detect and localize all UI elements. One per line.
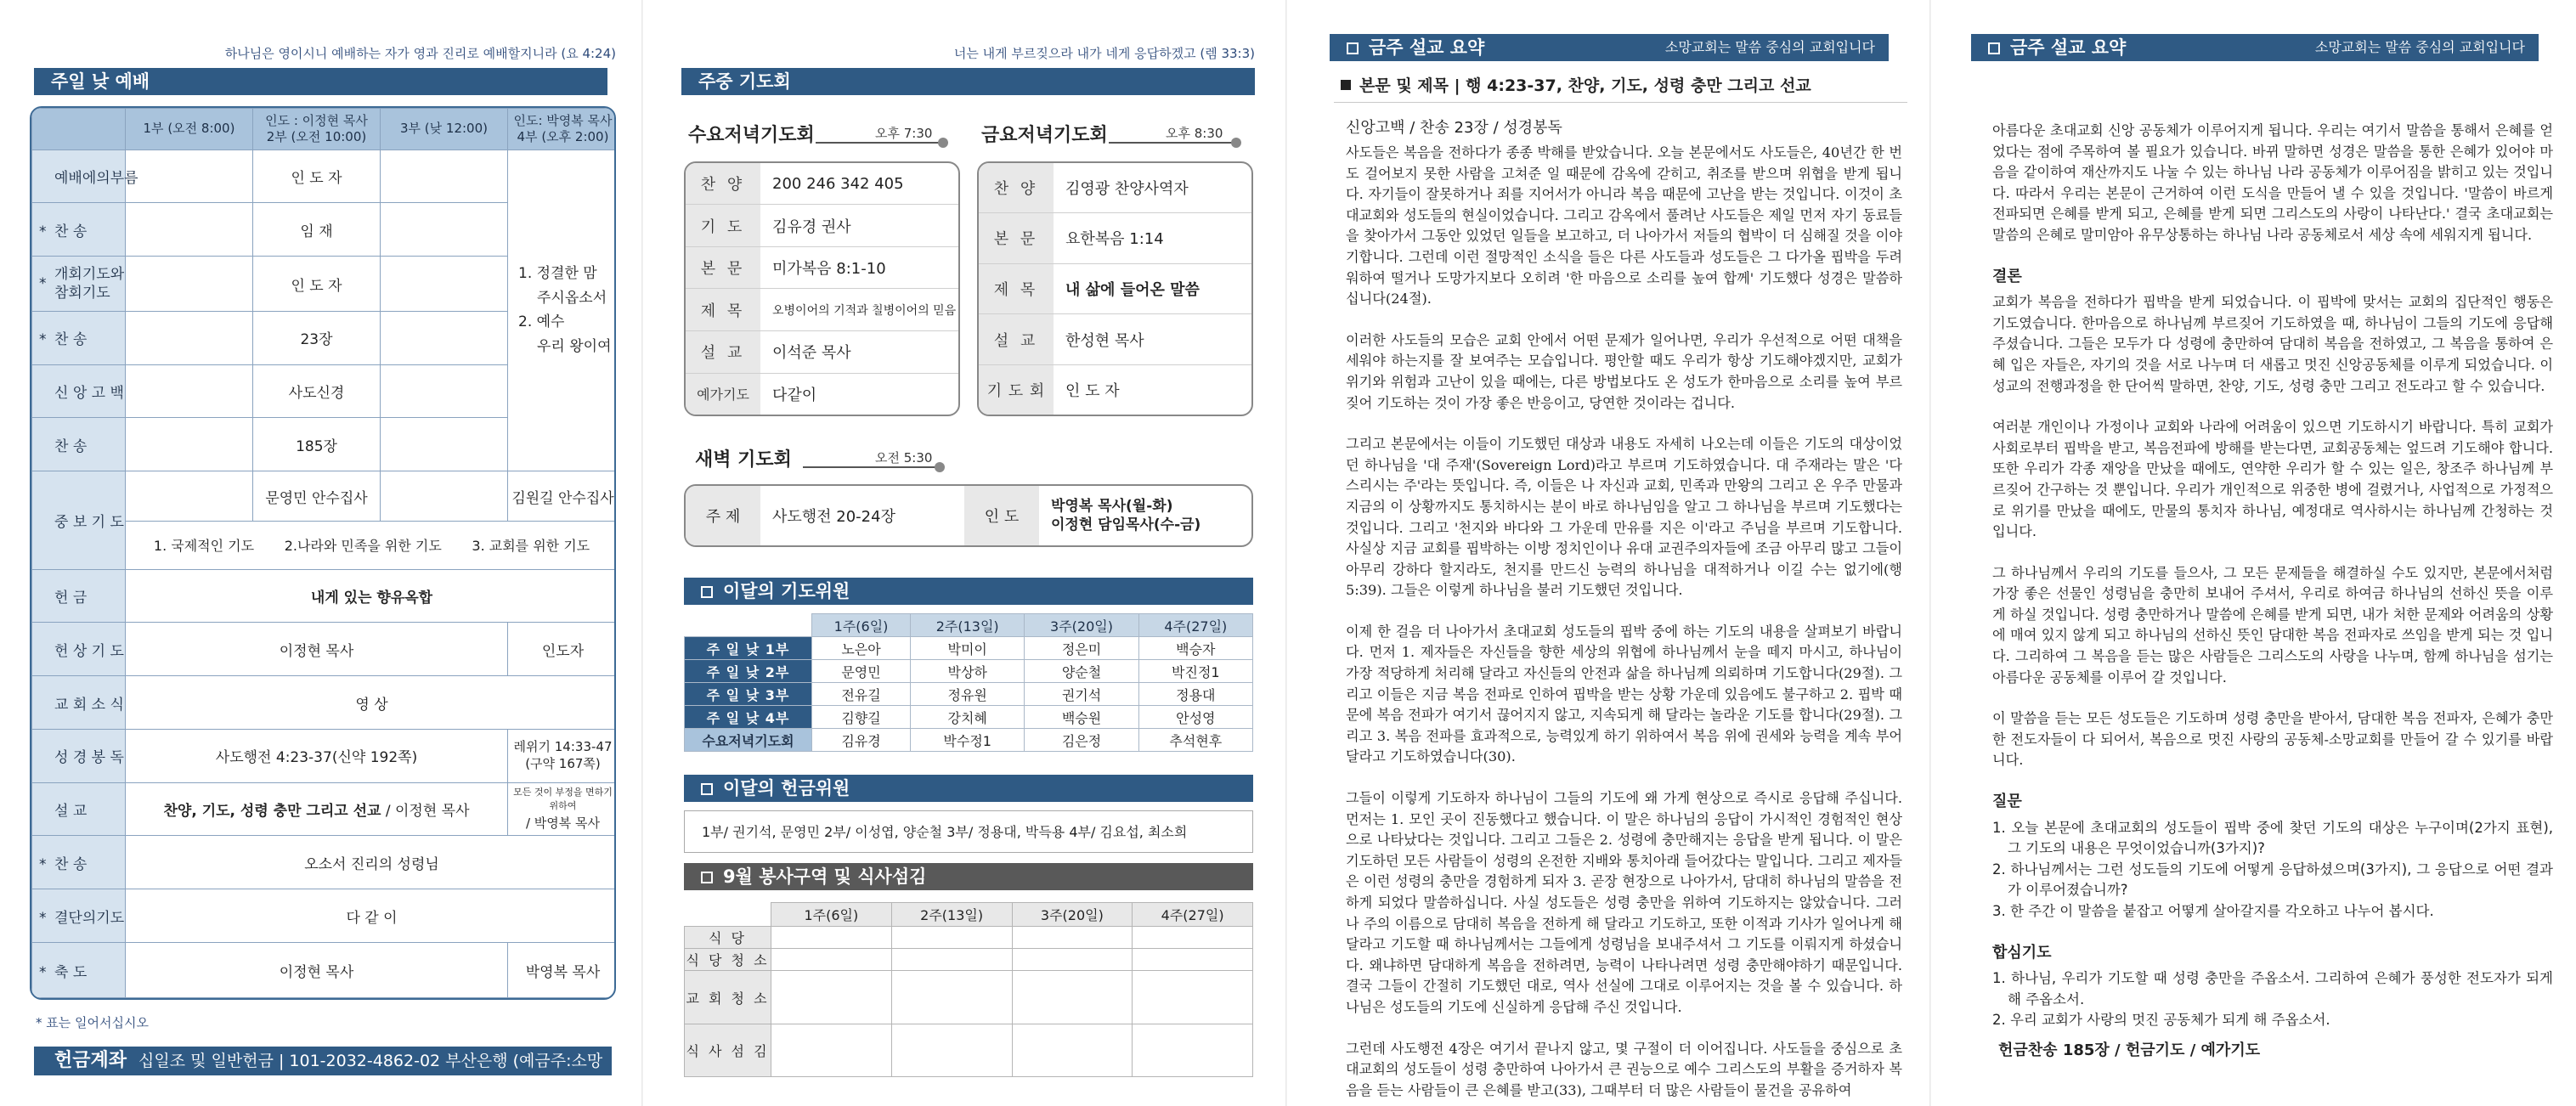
row-label-hymn-1: * 찬 송 <box>32 203 126 257</box>
dawn-title-line <box>803 466 939 468</box>
cell-hymn-2: 23장 <box>253 311 381 364</box>
cell-opening-prayer: 인 도 자 <box>253 257 381 312</box>
cell-intercession-left: 문영민 안수집사 <box>253 471 381 522</box>
panel-worship-order <box>0 0 643 1106</box>
order-line: 신앙고백 / 찬송 23장 / 성경봉독 <box>1346 119 1562 137</box>
prayer-list <box>1992 968 2553 1031</box>
table-row: 식 당 <box>685 927 1253 949</box>
section-title-weekly-prayer: 주중 기도회 <box>681 68 1255 95</box>
conclusion-paragraph: 이 말씀을 듣는 모든 성도들은 기도하며 성령 충만을 받아서, 담대한 복음 전파자, 은혜가 충만한 전도자들이 다 되어서, 복음으로 멋진 사랑의 공동체-소망교회를 만들어 갈 수 있기를 바랍니다. <box>1992 710 2553 769</box>
row-label-call: 예배에의부름 <box>32 150 126 203</box>
fri-key-meeting: 기 도 회 <box>979 364 1054 415</box>
sermon-paragraph: 그런데 사도행전 4장은 여기서 끝나지 않고, 몇 구절이 더 이어집니다. 사도들을 중심으로 초대교회의 성도들이 성령 충만하여 나아가서 큰 권능으로 예수 그리스도의 부활을 증거하자 복음을 듣는 사람들이 큰 은혜를 받고(33), 그때부터 더 많은 사람들이 물건을 공유하여 <box>1346 1040 1902 1098</box>
standing-note: * 표는 일어서십시오 <box>36 1015 149 1030</box>
wed-val-closing: 다같이 <box>772 386 817 404</box>
prayer-title: 합심기도 <box>1992 943 2052 962</box>
committee-col-4: 4주(27일) <box>1138 614 1252 637</box>
divider <box>1334 102 1907 103</box>
service-col-2: 2주(13일) <box>891 903 1012 927</box>
table-row: 식 당 청 소 <box>685 949 1253 971</box>
cell-resolution: 다 같 이 <box>126 889 617 943</box>
header-service-2: 인도 : 이정현 목사 2부 (오전 10:00) <box>253 109 381 150</box>
wednesday-prayer-time: 오후 7:30 <box>875 126 933 141</box>
committee-col-3: 3주(20일) <box>1025 614 1138 637</box>
list-item: 2. 우리 교회가 사랑의 멋진 공동체가 되게 해 주옵소서. <box>1992 1012 2330 1029</box>
header-service-1: 1부 (오전 8:00) <box>126 109 253 150</box>
cell-news: 영 상 <box>126 676 617 730</box>
fri-val-text: 요한복음 1:14 <box>1054 213 1251 264</box>
header-blank <box>32 109 126 150</box>
wednesday-prayer-title: 수요저녁기도회 <box>688 125 815 146</box>
row-label-hymn-4: * 찬 송 <box>32 836 126 889</box>
wednesday-title-line <box>816 142 943 144</box>
cell-creed: 사도신경 <box>253 364 381 418</box>
header-service-4: 인도: 박영복 목사 4부 (오후 2:00) <box>508 109 617 150</box>
sermon-paragraph: 이러한 사도들의 모습은 교회 안에서 어떤 문제가 일어나면, 우리가 우선적으로 어떤 대책을 세워야 하는지를 잘 보여주는 모습입니다. 평안할 때도 우리가 항상 기도해야겠지만, 교회가 위기와 위험과 고난이 있을 때에는, 다른 방법보다도 온 성도가 한마음으로 소리를 높여 부르짖어 기도하는 것이 가장 좋은 반응이고, 당연한 것이라는 겁니다. <box>1346 331 1902 411</box>
fri-key-praise: 찬 양 <box>979 163 1054 213</box>
row-label-hymn-2: * 찬 송 <box>32 311 126 364</box>
row-label-opening-prayer: *개회기도와 참회기도 <box>32 257 126 312</box>
dawn-val-topic: 사도행전 20-24장 <box>772 508 895 526</box>
fri-val-meeting: 인 도 자 <box>1065 381 1120 400</box>
dawn-prayer-title: 새벽 기도회 <box>695 449 792 471</box>
table-row: 주 일 낮 2부 문영민 박상하 양순철 박진정1 <box>685 660 1253 683</box>
cell-benediction-4: 박영복 목사 <box>508 943 617 998</box>
row-label-offering-prayer: 헌 상 기 도 <box>32 623 126 676</box>
row-label-resolution: * 결단의기도 <box>32 889 126 943</box>
section-title-service-area: 9월 봉사구역 및 식사섬김 <box>684 863 1253 890</box>
friday-prayer-time: 오후 8:30 <box>1166 126 1223 141</box>
table-row: 주 일 낮 4부 김향길 강치혜 백승원 안성영 <box>685 706 1253 729</box>
table-row: 교 회 청 소 <box>685 971 1253 1024</box>
conclusion-paragraph: 교회가 복음을 전하다가 핍박을 받게 되었습니다. 이 핍박에 맞서는 교회의 집단적인 행동은 기도였습니다. 한마음으로 하나님께 부르짖어 기도하였을 때, 하나님이 그들의 기도에 응답해 주셨습니다. 그들은 모두가 다 성령에 충만하여 담대히 복음을 전하였고, 그 복음을 통하여 은혜 입은 자들은, 자기의 것을 서로 나누며 더 새롭고 멋진 신앙공동체를 이루게 되었습니다. 이 성교의 전행과정을 한 단어씩 말하면, 찬양, 기도, 성령 충만 그리고 전도라고 할 수 있습니다. <box>1992 294 2553 394</box>
wed-val-text: 미가복음 8:1-10 <box>760 246 958 289</box>
dawn-key-leader: 인 도 <box>964 486 1039 545</box>
cell-sermon-4: 모든 것이 부정을 면하기 위하여 / 박영복 목사 <box>508 782 617 836</box>
dawn-prayer-box <box>684 484 1253 547</box>
wed-key-closing: 예가기도 <box>686 373 760 415</box>
offering-account-banner: 헌금계좌 십일조 및 일반헌금 | 101-2032-4862-02 부산은행 (예금주:소망교회) <box>34 1047 612 1075</box>
worship-order-table <box>30 106 616 1000</box>
sermon-paragraph: 그리고 본문에서는 이들이 기도했던 대상과 내용도 자세히 나오는데 이들은 기도의 대상이었던 하나님을 '대 주재'(Sovereign Lord)라고 부르며 기도하였습니다. 대 주재라는 말은 '다스리시는 주'라는 뜻입니다. 즉, 이들은 나 자신과 교회, 민족과 만왕의 그리고 온 우주 만물과 지금의 이 상황까지도 통치하시는 분이 바로 하나님임을 알고 그 하나님을 부르며 기도했다는 것입니다. 그리고 '천지와 바다와 그 가운데 만유를 지은 이'라고 주님을 부르며 기도합니다. 사실상 지금 교회를 핍박하는 이방 정치인이나 유대 교권주의자들에 조금 아무리 많고 그들이 아무리 강하다 할지라도, 천지를 만드신 능력의 하나님을 대적하거나 이길 수는 없기에(행 5:39). 그들은 이렇게 하나님을 불러 기도했던 것입니다. <box>1346 436 1902 599</box>
service-col-1: 1주(6일) <box>771 903 892 927</box>
friday-title-dot <box>1231 138 1241 148</box>
table-row: 수요저녁기도회 김유경 박수정1 김은정 추석현후 <box>685 729 1253 752</box>
conclusion-paragraph: 그 하나님께서 우리의 기도를 들으사, 그 모든 문제들을 해결하실 수도 있지만, 본문에서처럼 가장 좋은 선물인 성령님을 충만히 보내어 주셔서, 우리로 하여금 하나님의 선하신 뜻을 이루게 하실 것입니다. 성령 충만하거나 말씀에 은혜를 받게 되면, 내가 처한 문제와 어려움의 상황에 매여 있지 않게 되고 하나님의 선하신 뜻인 담대한 복음 전파자로 쓰임을 받게 되는 것 입니다. 그리하여 그 복음을 듣는 많은 사람들은 그리스도의 사랑을 나누며, 함께 하나님을 섬기는 아름다운 공동체를 이루어 갈 것입니다. <box>1992 564 2553 686</box>
questions-title: 질문 <box>1992 793 2022 811</box>
sermon-text-column-1 <box>1346 143 1902 1106</box>
sermon-paragraph: 사도들은 복음을 전하다가 종종 박해를 받았습니다. 오늘 본문에서도 사도들은, 40년간 한 번도 걸어보지 못한 사람을 고쳐준 일 때문에 감옥에 갇히고, 취조를 받으며 위협을 받게 됩니다. 자기들이 잘못하거나 죄를 지어서가 아니라 복음 때문에 고난을 받는 것입니다. 이것이 초대교회와 성도들의 현실이었습니다. 그리고 감옥에서 풀려난 사도들은 제일 먼저 자기 동료들을 찾아가서 그동안 있었던 일들을 보고하고, 더 나아가서 저들의 협박이 더 심해질 것을 이야기합니다. 그런데 이런 절망적인 소식을 들은 다른 사도들과 성도들은 그 다가올 핍박을 두려워하여 떨거나 도망가지보다 오히려 '한 마음으로 소리를 높여 합께' 기도했다 성경은 말씀하십니다(24절). <box>1346 144 1902 308</box>
table-row: 식 사 섬 김 <box>685 1024 1253 1076</box>
section-title-sunday-worship: 주일 낮 예배 <box>34 68 607 95</box>
table-row: 주 일 낮 3부 전유길 정유원 권기석 정용대 <box>685 683 1253 706</box>
wed-val-title: 오병이어의 기적과 칠병이어의 믿음 <box>760 289 958 331</box>
cell-hymn-1: 임 재 <box>253 203 381 257</box>
section-title-sermon-summary: 금주 설교 요약 소망교회는 말씀 중심의 교회입니다 <box>1330 34 1889 61</box>
fri-val-title: 내 삶에 들어온 말씀 <box>1054 263 1251 314</box>
wed-key-praise: 찬 양 <box>686 163 760 205</box>
friday-prayer-title: 금요저녁기도회 <box>981 125 1108 146</box>
sermon-paragraph: 이제 한 걸음 더 나아가서 초대교회 성도들의 핍박 중에 하는 기도의 내용을 살펴보기 바랍니다. 먼저 1. 제자들은 자신들을 향한 세상의 위협에 하나님께서 눈을 떼지 마시고, 하나님이 가장 적당하게 처리해 달라고 자신들의 안전과 삶을 하나님께 의뢰하며 기도합니다(29절). 그리고 이들은 지금 복음 전파로 인하여 핍박을 받는 상황 가운데 있음에도 불구하고 2. 핍박 때문에 복음 전파가 여기서 끊어지지 않고, 지속되게 해 달라는 놀라운 기도를 합니다(29절). 그리고 3. 복음 전파를 효과적으로, 능력있게 하기 위하여서 복음 위에 권세와 능력을 계속 부어 달라고 기도하였습니다(30). <box>1346 623 1902 765</box>
cell-hymn-4: 오소서 진리의 성령님 <box>126 836 617 889</box>
dawn-val-leader: 박영복 목사(월-화) 이정현 담임목사(수-금) <box>1051 497 1201 533</box>
row-label-benediction: * 축 도 <box>32 943 126 998</box>
wed-key-sermon: 설 교 <box>686 331 760 374</box>
row-label-hymn-3: 찬 송 <box>32 418 126 471</box>
cell-offering-prayer-4: 인도자 <box>508 623 617 676</box>
row-label-sermon: 설 교 <box>32 782 126 836</box>
row-label-news: 교 회 소 식 <box>32 676 126 730</box>
conclusion-paragraph: 여러분 개인이나 가정이나 교회와 나라에 어려움이 있으면 기도하시기 바랍니다. 특히 교회가 사회로부터 핍박을 받고, 복음전파에 방해를 받는다면, 교회공동체는 엎드려 기도해야 합니다. 또한 우리가 각종 재앙을 만났을 때에도, 연약한 우리가 할 수 있는 일은, 창조주 하나님께 부르짖어 간구하는 것 뿐입니다. 우리가 개인적으로 위중한 병에 걸렸거나, 사업적으로 가정적으로 위기를 만났을 때에도, 만물의 통치자 하나님, 예정대로 역사하시는 하나님께 간청하는 것입니다. <box>1992 419 2553 540</box>
wednesday-prayer-box <box>684 161 960 416</box>
section-title-sermon-summary-2: 금주 설교 요약 소망교회는 말씀 중심의 교회입니다 <box>1971 34 2539 61</box>
friday-prayer-box <box>977 161 1253 416</box>
cell-call: 인 도 자 <box>253 150 381 203</box>
side-hymn-order: 1. 정결한 맘 주시옵소서 2. 예수 우리 왕이여 <box>508 150 617 471</box>
cell-reading-4: 레위기 14:33-47 (구약 167쪽) <box>508 729 617 782</box>
wednesday-title-dot <box>938 138 948 148</box>
fri-val-sermon: 한성현 목사 <box>1054 314 1251 365</box>
committee-col-2: 2주(13일) <box>911 614 1025 637</box>
verse-john: 하나님은 영이시니 예배하는 자가 영과 진리로 예배할지니라 (요 4:24) <box>224 46 616 61</box>
closing-order-line: 헌금찬송 185장 / 헌금기도 / 예가기도 <box>1998 1041 2261 1059</box>
section-title-prayer-committee: 이달의 기도위원 <box>684 578 1253 605</box>
sermon-paragraph: 그들이 이렇게 기도하자 하나님이 그들의 기도에 왜 가게 현상으로 즉시로 응답해 주십니다. 먼저는 1. 모인 곳이 진동했다고 했습니다. 이 말은 하나님의 응답이 가시적인 경험적인 현상으로 나타났다는 것입니다. 그리고 그들은 2. 성령에 충만해지는 응답을 받게 됩니다. 이 말은 기도하던 모든 사람들이 성령의 온전한 지배와 통치아래 들어갔다는 말입니다. 그리고 제자들은 이런 성령의 충만을 경험하게 되자 3. 곧장 현장으로 나아가서, 담대히 하나님의 말씀을 전하게 되었다 말씀하십니다. 사실 성도들은 성령 충만을 위하여 기도하지는 않았습니다. 그러나 주의 이름으로 담대히 복음을 전하게 해 달라고 기도하고, 또한 이적과 기사가 일어나게 해 달라고 기도할 때 하나님께서는 그들에게 성령님을 보내주셔서 그 기도를 이뤄지게 하셨습니다. 왜냐하면 담대하게 복음을 전하려면, 능력이 나타나려면 성령 충만해야하기 때문입니다. 결국 그들이 간절히 기도했던 대로, 역사 선실에 그대로 이루어지는 것을 볼 수 있습니다. 하나님은 성도들의 기도에 신실하게 응답해 주신 것입니다. <box>1346 790 1902 1015</box>
committee-col-1: 1주(6일) <box>812 614 911 637</box>
row-label-intercession: 중 보 기 도 <box>32 471 126 569</box>
wed-key-prayer: 기 도 <box>686 205 760 247</box>
row-label-creed: 신 앙 고 백 <box>32 364 126 418</box>
cell-offering: 내게 있는 향유옥합 <box>126 569 617 623</box>
wed-key-text: 본 문 <box>686 246 760 289</box>
friday-title-line <box>1109 142 1236 144</box>
cell-hymn-3: 185장 <box>253 418 381 471</box>
fri-val-praise: 김영광 찬양사역자 <box>1054 163 1251 213</box>
cell-intercession-topics: 1. 국제적인 기도 2.나라와 민족을 위한 기도 3. 교회를 위한 기도 <box>126 521 617 569</box>
service-col-3: 3주(20일) <box>1012 903 1133 927</box>
fri-key-sermon: 설 교 <box>979 314 1054 365</box>
service-area-table <box>684 902 1253 1077</box>
fri-key-title: 제 목 <box>979 263 1054 314</box>
wed-key-title: 제 목 <box>686 289 760 331</box>
sermon-heading: 본문 및 제목 | 행 4:23-37, 찬양, 기도, 성령 충만 그리고 선교 <box>1341 73 1811 96</box>
list-item: 1. 오늘 본문에 초대교회의 성도들이 핍박 중에 찾던 기도의 대상은 누구이며(2가지 표현), 그 기도의 내용은 무엇이었습니까(3가지)? <box>1992 819 2553 857</box>
list-item: 3. 한 주간 이 말씀을 붙잡고 어떻게 살아갈지를 각오하고 나누어 봅시다. <box>1992 903 2434 919</box>
wed-val-praise: 200 246 342 405 <box>760 163 958 205</box>
dawn-prayer-time: 오전 5:30 <box>875 450 933 466</box>
sermon-paragraph: 아름다운 초대교회 신앙 공동체가 이루어지게 됩니다. 우리는 여기서 말씀을 통해서 은혜를 얻었다는 점에 주목하여 볼 필요가 있습니다. 바뀌 말하면 성경은 말씀을 통한 은혜가 있어야 마음을 같이하여 재산까지도 나눌 수 있는 하나님 나라 공동체가 이루어짐을 밝히고 있는 것입니다. 따라서 우리는 본문이 근거하여 이런 도식을 만들어 낼 수 있을 것입니다. '말씀이 바르게 전파되면 은혜를 받게 되고, 은혜를 받게 되면 그리스도의 사랑이 나타난다.' 결국 초대교회는 말씀의 은혜로 말미암아 유무상통하는 하나님 나라 공동체로서 세상 속에 세워지게 됩니다. <box>1992 122 2553 243</box>
dawn-key-topic: 주 제 <box>686 486 760 545</box>
conclusion-title: 결론 <box>1992 267 2022 285</box>
verse-jeremiah: 너는 내게 부르짖으라 내가 네게 응답하겠고 (렘 33:3) <box>953 46 1255 61</box>
cell-reading: 사도행전 4:23-37(신약 192쪽) <box>126 729 508 782</box>
fri-key-text: 본 문 <box>979 213 1054 264</box>
table-row: 주 일 낮 1부 노은아 박미이 정은미 백승자 <box>685 637 1253 660</box>
service-col-4: 4주(27일) <box>1133 903 1253 927</box>
questions-list <box>1992 818 2553 923</box>
cell-benediction: 이정현 목사 <box>126 943 508 998</box>
prayer-committee-table <box>684 613 1253 752</box>
row-label-reading: 성 경 봉 독 <box>32 729 126 782</box>
list-item: 1. 하나님, 우리가 기도할 때 성령 충만을 주옵소서. 그리하여 은혜가 풍성한 전도자가 되게 해 주옵소서. <box>1992 970 2553 1007</box>
list-item: 2. 하나님께서는 그런 성도들의 기도에 어떻게 응답하셨으며(3가지), 그 응답으로 어떤 결과가 이루어졌습니까? <box>1992 861 2553 899</box>
dawn-title-dot <box>935 462 945 472</box>
wed-val-sermon: 이석준 목사 <box>760 331 958 374</box>
section-title-offering-committee: 이달의 헌금위원 <box>684 775 1253 802</box>
cell-offering-prayer: 이정현 목사 <box>126 623 508 676</box>
wed-val-prayer: 김유경 권사 <box>760 205 958 247</box>
sermon-text-column-2 <box>1992 121 2553 1031</box>
cell-sermon: 찬양, 기도, 성령 충만 그리고 선교 / 이정현 목사 <box>126 782 508 836</box>
row-label-offering: 헌 금 <box>32 569 126 623</box>
header-service-3: 3부 (낮 12:00) <box>381 109 508 150</box>
offering-committee-text: 1부/ 권기석, 문영민 2부/ 이성엽, 양순철 3부/ 정용대, 박득용 4부/ 김요섭, 최소희 <box>684 810 1253 853</box>
cell-intercession-right: 김원길 안수집사 <box>508 471 617 522</box>
